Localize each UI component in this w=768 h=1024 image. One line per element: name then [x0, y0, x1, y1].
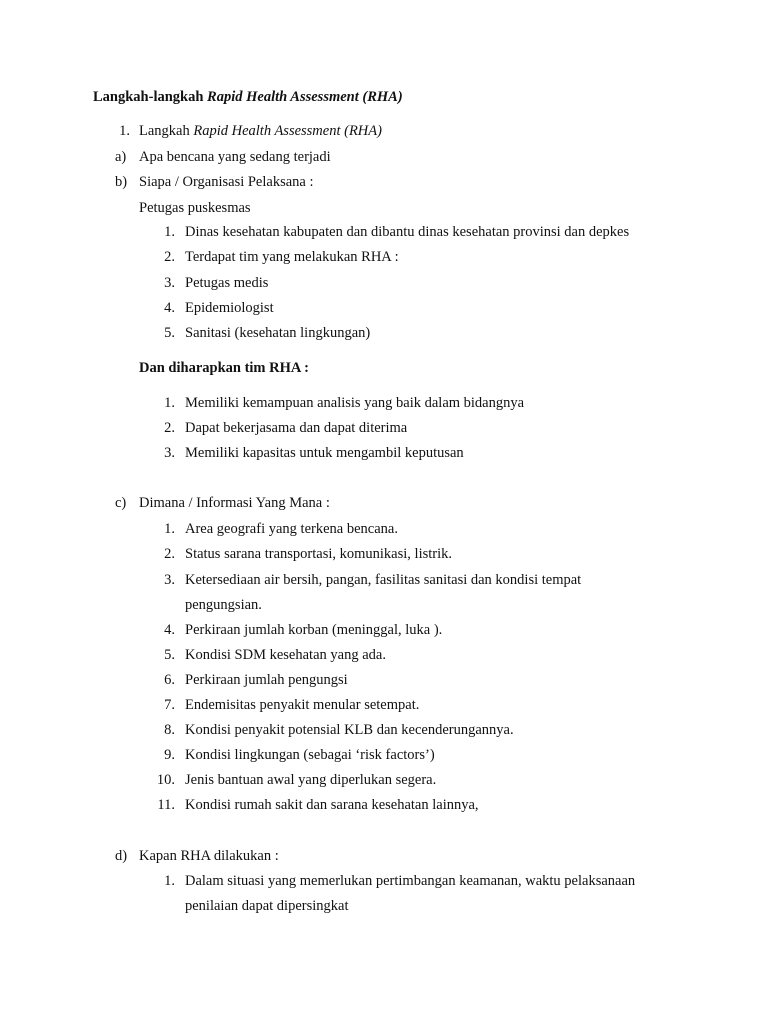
list-number: 7.: [164, 697, 175, 713]
item-d-text: Kapan RHA dilakukan :: [139, 848, 279, 864]
list-number: 1.: [164, 224, 175, 240]
list-number: 2.: [164, 249, 175, 265]
item-a-text: Apa bencana yang sedang terjadi: [139, 149, 331, 165]
main-item-italic: Rapid Health Assessment (RHA): [193, 123, 382, 139]
document-title: [93, 88, 403, 106]
list-item: Petugas medis: [185, 275, 269, 291]
item-b-text: Siapa / Organisasi Pelaksana :: [139, 174, 314, 190]
list-item: Status sarana transportasi, komunikasi, listrik.: [185, 546, 453, 562]
item-letter: c): [115, 495, 127, 511]
item-c-text: Dimana / Informasi Yang Mana :: [139, 495, 330, 511]
item-number: 1.: [119, 123, 130, 139]
list-number: 2.: [164, 420, 175, 436]
list-number: 9.: [164, 747, 175, 763]
list-item: Kondisi SDM kesehatan yang ada.: [185, 647, 386, 663]
list-item: Terdapat tim yang melakukan RHA :: [185, 249, 399, 265]
list-item: Ketersediaan air bersih, pangan, fasilitas sanitasi dan kondisi tempat: [185, 572, 582, 588]
main-item-prefix: Langkah: [139, 123, 194, 139]
list-number: 10.: [156, 772, 175, 788]
list-number: 3.: [164, 275, 175, 291]
list-number: 4.: [164, 622, 175, 638]
list-item: Kondisi lingkungan (sebagai ‘risk factors’): [185, 747, 435, 763]
title-italic: Rapid Health Assessment (RHA): [207, 89, 403, 105]
list-number: 5.: [164, 325, 175, 341]
list-number: 5.: [164, 647, 175, 663]
list-item: Perkiraan jumlah korban (meninggal, luka ).: [185, 622, 443, 638]
list-item: Sanitasi (kesehatan lingkungan): [185, 325, 371, 341]
title-prefix: Langkah-langkah: [93, 89, 208, 105]
list-number: 1.: [164, 395, 175, 411]
list-number: 1.: [164, 521, 175, 537]
list-number: 3.: [164, 445, 175, 461]
list-item: Endemisitas penyakit menular setempat.: [185, 697, 420, 713]
list-number: 3.: [164, 572, 175, 588]
list-item: Area geografi yang terkena bencana.: [185, 521, 398, 537]
list-item: Dalam situasi yang memerlukan pertimbangan keamanan, waktu pelaksanaan: [185, 873, 636, 889]
list-item: Dapat bekerjasama dan dapat diterima: [185, 420, 408, 436]
list-item: Perkiraan jumlah pengungsi: [185, 672, 348, 688]
list-item: Kondisi penyakit potensial KLB dan kecenderungannya.: [185, 722, 514, 738]
item-letter: a): [115, 149, 127, 165]
list-number: 4.: [164, 300, 175, 316]
list-item: Dinas kesehatan kabupaten dan dibantu dinas kesehatan provinsi dan depkes: [185, 224, 630, 240]
list-number: 6.: [164, 672, 175, 688]
item-letter: b): [115, 174, 128, 190]
list-number: 1.: [164, 873, 175, 889]
main-item: [139, 122, 382, 140]
list-item: Kondisi rumah sakit dan sarana kesehatan lainnya,: [185, 797, 479, 813]
list-item: Memiliki kapasitas untuk mengambil keputusan: [185, 445, 464, 461]
list-number: 2.: [164, 546, 175, 562]
list-number: 8.: [164, 722, 175, 738]
item-b-sub: Petugas puskesmas: [139, 200, 251, 216]
list-item-continuation: pengungsian.: [185, 597, 262, 613]
list-number: 11.: [157, 797, 175, 813]
list-item: Epidemiologist: [185, 300, 274, 316]
section-heading: Dan diharapkan tim RHA :: [139, 360, 310, 376]
list-item: Memiliki kemampuan analisis yang baik dalam bidangnya: [185, 395, 525, 411]
item-letter: d): [115, 848, 128, 864]
list-item: Jenis bantuan awal yang diperlukan segera.: [185, 772, 437, 788]
list-item-continuation: penilaian dapat dipersingkat: [185, 898, 349, 914]
